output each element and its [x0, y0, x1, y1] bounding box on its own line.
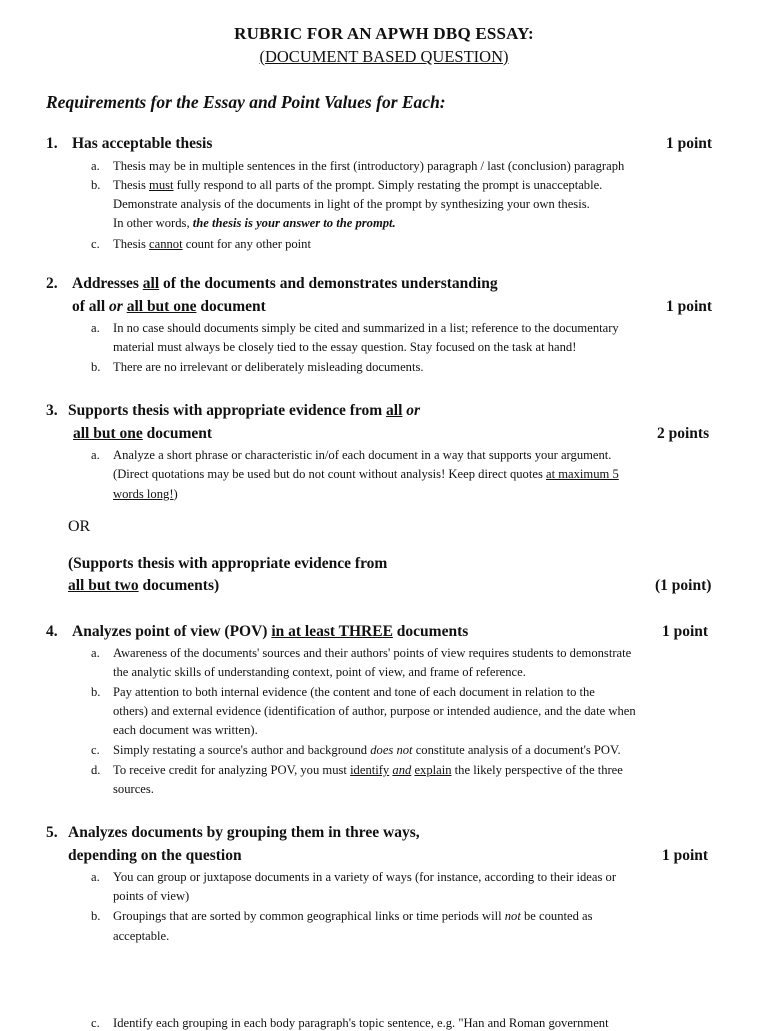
section-4-points: 1 point	[662, 623, 709, 640]
section-5-number: 5.	[46, 824, 58, 841]
list-marker: c.	[91, 237, 100, 251]
list-marker: d.	[91, 763, 101, 777]
section-1-points: 1 point	[666, 135, 713, 152]
section-4-item-b-line2: others) and external evidence (identification of author, purpose or intended audience, and the date when	[113, 704, 636, 718]
or-separator: OR	[68, 518, 91, 535]
section-3-alt-line1: (Supports thesis with appropriate evidence from	[68, 555, 388, 572]
section-3-number: 3.	[46, 402, 58, 419]
section-4-item-a-line2: the analytic skills of understanding context, point of view, and frame of reference.	[113, 665, 526, 679]
section-3-title-line2: all but one document	[73, 425, 213, 442]
section-4-item-a-line1: Awareness of the documents' sources and their authors' points of view requires students to demonstrate	[113, 646, 632, 660]
section-1-item-b-line1: Thesis must fully respond to all parts of the prompt. Simply restating the prompt is unacceptable.	[113, 178, 603, 192]
section-5-title-line1: Analyzes documents by grouping them in three ways,	[68, 824, 420, 841]
section-4-number: 4.	[46, 623, 58, 640]
section-5-title-line2: depending on the question	[68, 847, 242, 864]
section-1-number: 1.	[46, 135, 58, 152]
list-marker: a.	[91, 159, 100, 173]
section-5-item-a-line1: You can group or juxtapose documents in a variety of ways (for instance, according to their ideas or	[113, 870, 617, 884]
section-3-points: 2 points	[657, 425, 710, 442]
section-4-item-d-line2: sources.	[113, 782, 154, 796]
list-marker: b.	[91, 685, 101, 699]
section-2-item-a-line1: In no case should documents simply be cited and summarized in a list; reference to the documentary	[113, 321, 619, 335]
section-2-number: 2.	[46, 275, 58, 292]
list-marker: a.	[91, 321, 100, 335]
section-2-title-line2: of all or all but one document	[72, 298, 266, 315]
list-marker: c.	[91, 743, 100, 757]
section-5-item-b-line1: Groupings that are sorted by common geographical links or time periods will not be counted as	[113, 909, 593, 923]
list-marker: a.	[91, 646, 100, 660]
requirements-heading: Requirements for the Essay and Point Values for Each:	[46, 92, 446, 112]
page-title: RUBRIC FOR AN APWH DBQ ESSAY:	[234, 24, 534, 43]
section-4-item-c: Simply restating a source's author and background does not constitute analysis of a document's POV.	[113, 743, 621, 757]
section-1-item-c: Thesis cannot count for any other point	[113, 237, 311, 251]
cutoff-item-c: Identify each grouping in each body paragraph's topic sentence, e.g. "Han and Roman government	[113, 1016, 609, 1030]
list-marker: a.	[91, 448, 100, 462]
section-5-points: 1 point	[662, 847, 709, 864]
section-2-item-a-line2: material must always be closely tied to the essay question. Stay focused on the task at hand!	[113, 340, 577, 354]
section-2-title-line1: Addresses all of the documents and demonstrates understanding	[72, 275, 498, 292]
section-1-item-a: Thesis may be in multiple sentences in the first (introductory) paragraph / last (conclusion) paragraph	[113, 159, 625, 173]
section-5-item-b-line2: acceptable.	[113, 929, 170, 943]
list-marker: c.	[91, 1016, 100, 1030]
section-1-title: Has acceptable thesis	[72, 135, 213, 152]
section-5-item-a-line2: points of view)	[113, 889, 190, 903]
section-4-item-d-line1: To receive credit for analyzing POV, you must identify and explain the likely perspective of the three	[113, 763, 623, 777]
section-3-item-a-line1: Analyze a short phrase or characteristic in/of each document in a way that supports your argument.	[113, 448, 612, 462]
list-marker: b.	[91, 178, 101, 192]
section-4-title: Analyzes point of view (POV) in at least THREE documents	[72, 623, 469, 640]
section-3-alt-points: (1 point)	[655, 577, 712, 594]
section-3-alt-line2: all but two documents)	[68, 577, 220, 594]
list-marker: b.	[91, 360, 101, 374]
section-3-item-a-line2: (Direct quotations may be used but do not count without analysis! Keep direct quotes at maximum 5	[113, 467, 619, 481]
section-2-points: 1 point	[666, 298, 713, 315]
section-1-item-b-line2: Demonstrate analysis of the documents in light of the prompt by synthesizing your own thesis.	[113, 197, 590, 211]
page-subtitle: (DOCUMENT BASED QUESTION)	[259, 47, 509, 66]
section-2-item-b: There are no irrelevant or deliberately misleading documents.	[113, 360, 424, 374]
section-1-item-b-line3: In other words, the thesis is your answer to the prompt.	[113, 216, 396, 230]
section-3-item-a-line3: words long!)	[113, 487, 178, 501]
section-4-item-b-line1: Pay attention to both internal evidence (the content and tone of each document in relation to the	[113, 685, 595, 699]
section-4-item-b-line3: each document was written).	[113, 723, 258, 737]
list-marker: b.	[91, 909, 101, 923]
list-marker: a.	[91, 870, 100, 884]
section-3-title-line1: Supports thesis with appropriate evidence from all or	[68, 402, 421, 419]
